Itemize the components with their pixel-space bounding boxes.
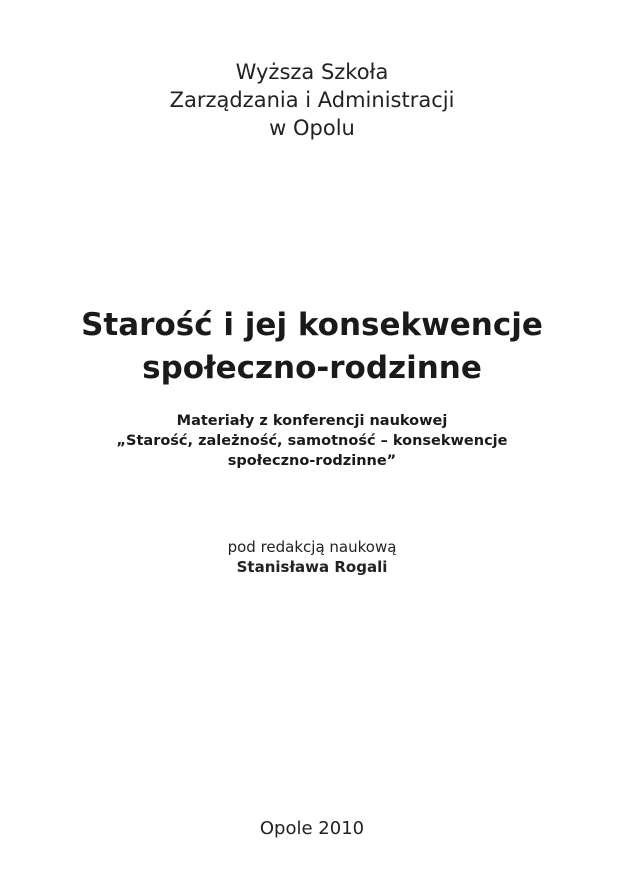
conference-subtitle [0,411,624,471]
institution-line-3: w Opolu [269,116,355,140]
editor-label: pod redakcją naukową [227,538,397,556]
conference-line-2: „Starość, zależność, samotność – konsekwencje [116,433,508,449]
book-title-line-2: społeczno-rodzinne [142,350,482,386]
imprint [0,817,624,841]
book-title-line-1: Starość i jej konsekwencje [81,307,543,343]
conference-line-3: społeczno-rodzinne” [227,453,397,469]
book-title [0,304,624,390]
conference-line-1: Materiały z konferencji naukowej [176,413,448,429]
editor-name: Stanisława Rogali [236,558,388,576]
editor-credit [0,537,624,577]
place-year: Opole 2010 [259,818,365,839]
institution-name [0,58,624,142]
institution-line-1: Wyższa Szkoła [235,60,389,84]
institution-line-2: Zarządzania i Administracji [169,88,455,112]
